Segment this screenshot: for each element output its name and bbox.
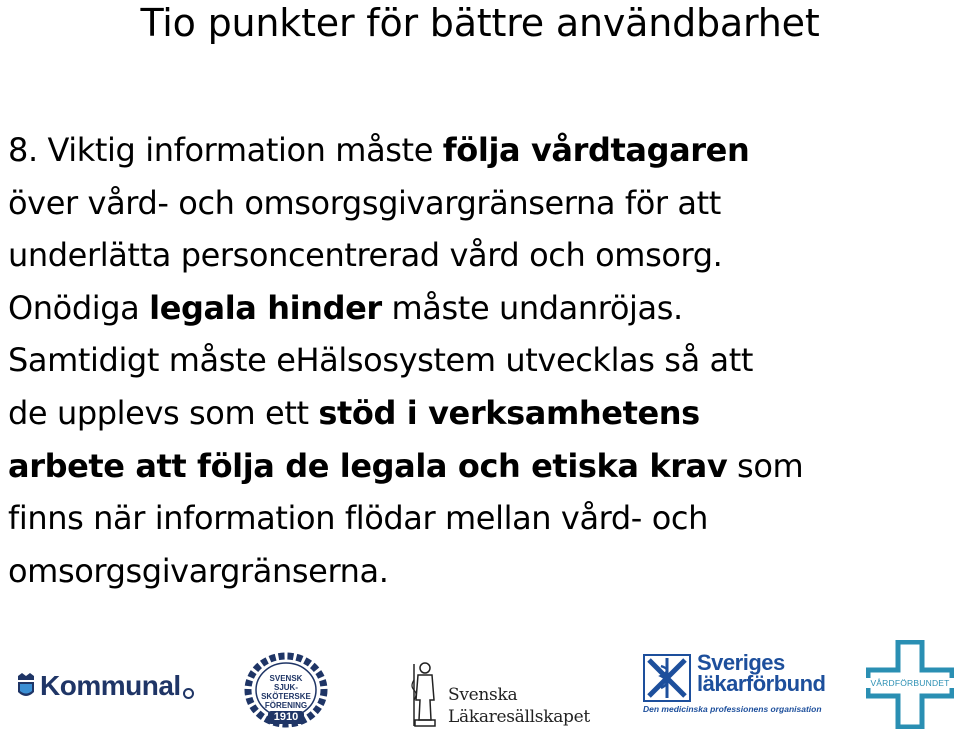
text-segment: 8. Viktig information måste	[8, 131, 443, 169]
ssf-line: SVENSK	[269, 674, 303, 683]
sls-logo	[410, 656, 590, 728]
paragraph	[8, 334, 953, 597]
text-line	[8, 177, 953, 230]
kommunal-logo	[16, 668, 194, 704]
vf-name: VÅRDFÖRBUNDET	[866, 678, 954, 688]
vf-logo	[866, 640, 954, 729]
ssf-name	[244, 674, 328, 710]
slide-body	[8, 124, 953, 597]
ssf-year: 1910	[268, 711, 304, 724]
text-segment: måste undanröjas.	[381, 288, 683, 327]
slf-line: läkarförbund	[697, 671, 826, 696]
bold-text: arbete att följa de legala och etiska krav	[8, 446, 728, 485]
text-segment: som	[727, 446, 804, 485]
statue-figure-icon	[410, 660, 440, 728]
text-segment: finns när information flödar mellan vård- och	[8, 499, 708, 538]
text-segment: underlätta personcentrerad vård och omsorg.	[8, 236, 723, 275]
bold-text: stöd i verksamhetens	[318, 393, 700, 432]
text-segment: omsorgsgivargränserna.	[8, 551, 389, 590]
slf-name	[697, 652, 825, 694]
text-line	[8, 124, 953, 177]
ssf-line: FÖRENING	[264, 701, 308, 710]
text-segment: Onödiga	[8, 288, 150, 327]
kommunal-dot	[183, 688, 194, 699]
ssf-line: SKÖTERSKE	[261, 692, 311, 701]
kommunal-wordmark: Kommunal	[40, 670, 181, 701]
sls-line: Läkaresällskapet	[448, 707, 590, 727]
crown-shield-icon	[16, 672, 36, 700]
text-line	[8, 387, 953, 440]
slf-line: Sveriges	[697, 650, 785, 675]
text-line	[8, 545, 953, 598]
paragraph	[8, 282, 953, 335]
logo-bar	[0, 636, 960, 729]
text-segment: Samtidigt måste eHälsosystem utvecklas så att	[8, 341, 754, 380]
slf-tagline: Den medicinska professionens organisation	[643, 704, 822, 714]
slf-logo	[643, 650, 826, 714]
snake-staff-icon	[643, 654, 691, 702]
text-line	[8, 440, 953, 493]
bold-text: följa vårdtagaren	[442, 131, 750, 169]
text-line	[8, 229, 953, 282]
ssf-logo	[244, 652, 328, 728]
text-line	[8, 492, 953, 545]
text-line	[8, 282, 953, 335]
paragraph	[8, 124, 953, 282]
text-line	[8, 334, 953, 387]
sls-name	[448, 684, 590, 728]
text-segment: över vård- och omsorgsgivargränserna för att	[8, 183, 721, 222]
slide-title: Tio punkter för bättre användbarhet	[140, 1, 820, 45]
sls-line: Svenska	[448, 685, 518, 705]
bold-text: legala hinder	[149, 288, 382, 327]
text-segment: de upplevs som ett	[8, 393, 319, 432]
ssf-line: SJUK-	[273, 683, 298, 692]
